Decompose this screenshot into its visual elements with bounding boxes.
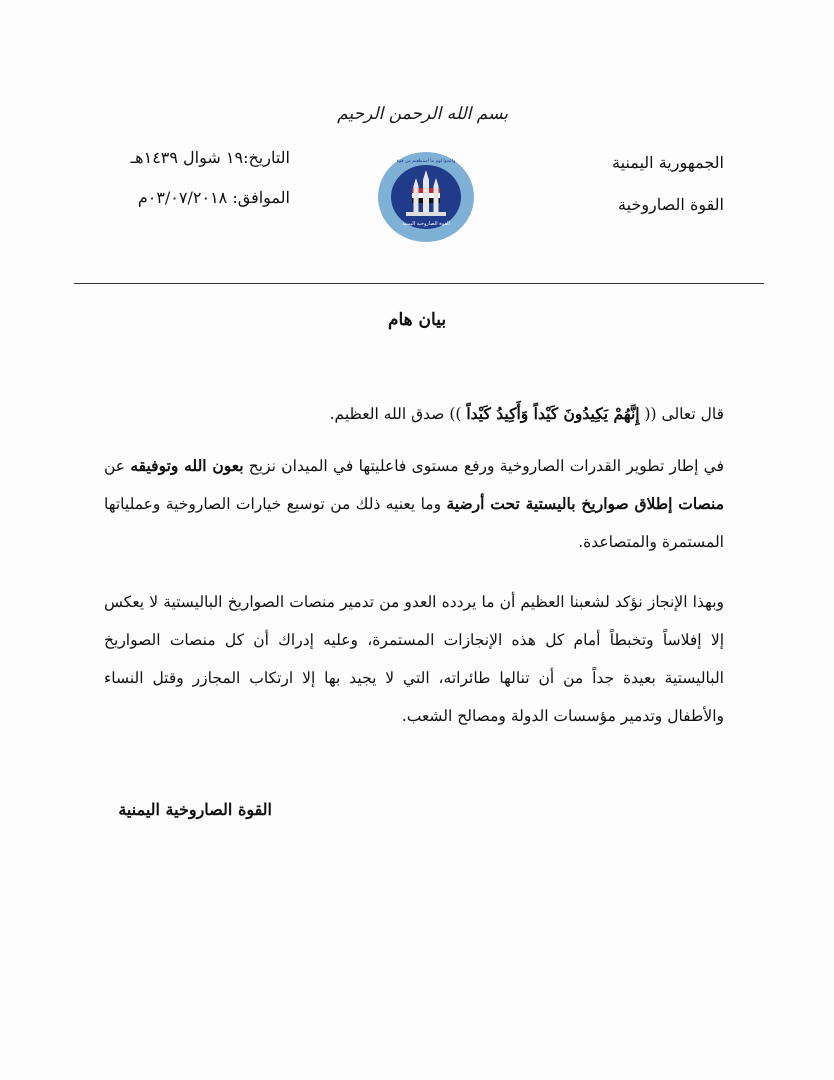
header-divider [74, 283, 764, 284]
date-block [100, 138, 290, 218]
paragraph-1 [104, 447, 724, 561]
emblem-motto: واعدوا لهم ما استطعتم من قوة [396, 159, 456, 164]
issuer-force: القوة الصاروخية [618, 195, 724, 214]
quote-verse: إِنَّهُمْ يَكِيدُونَ كَيْداً وَأَكِيدُ كَيْداً [466, 404, 640, 423]
emblem-label: القوة الصاروخية اليمنية [402, 221, 450, 227]
p1-part-b: بعون الله وتوفيقه [130, 456, 244, 475]
date-gregorian: الموافق: ٠٣/٠٧/٢٠١٨م [137, 188, 290, 207]
signature: القوة الصاروخية اليمنية [118, 800, 272, 819]
paragraph-2: وبهذا الإنجاز نؤكد لشعبنا العظيم أن ما يردده العدو من تدمير منصات الصواريخ الباليستية لا يعكس إلا إفلاساً وتخبطاً أمام كل هذه الإنجازات المستمرة، وعليه إدراك أن كل منصات الصواريخ الباليستية بعيدة جداً من أن تنالها طائراته، التي لا يجيد بها إلا ارتكاب المجازر وقتل النساء والأطفال وتدمير مؤسسات الدولة ومصالح الشعب. [104, 593, 724, 725]
missile-force-emblem [376, 150, 476, 244]
quote-prefix: قال تعالى (( [644, 405, 724, 423]
p1-part-c: عن [104, 457, 126, 475]
p1-part-a: في إطار تطوير القدرات الصاروخية ورفع مستوى فاعليتها في الميدان نزيح [248, 457, 724, 475]
emblem-base [406, 212, 446, 216]
p1-part-e: وما يعنيه ذلك من توسيع خيارات الصاروخية وعملياتها المستمرة والمتصاعدة. [104, 495, 724, 551]
statement-body [104, 395, 724, 735]
p1-part-d: منصات إطلاق صواريخ باليستية تحت أرضية [446, 494, 725, 513]
date-hijri: التاريخ:١٩ شوال ١٤٣٩هـ [130, 148, 290, 167]
basmala-heading: بسم الله الرحمن الرحيم [337, 104, 508, 124]
issuer-country: الجمهورية اليمنية [611, 153, 724, 172]
statement-title: بيان هام [387, 310, 447, 330]
issuer-block [612, 142, 724, 226]
quote-suffix: )) صدق الله العظيم. [329, 405, 462, 423]
quran-quote [104, 395, 724, 433]
